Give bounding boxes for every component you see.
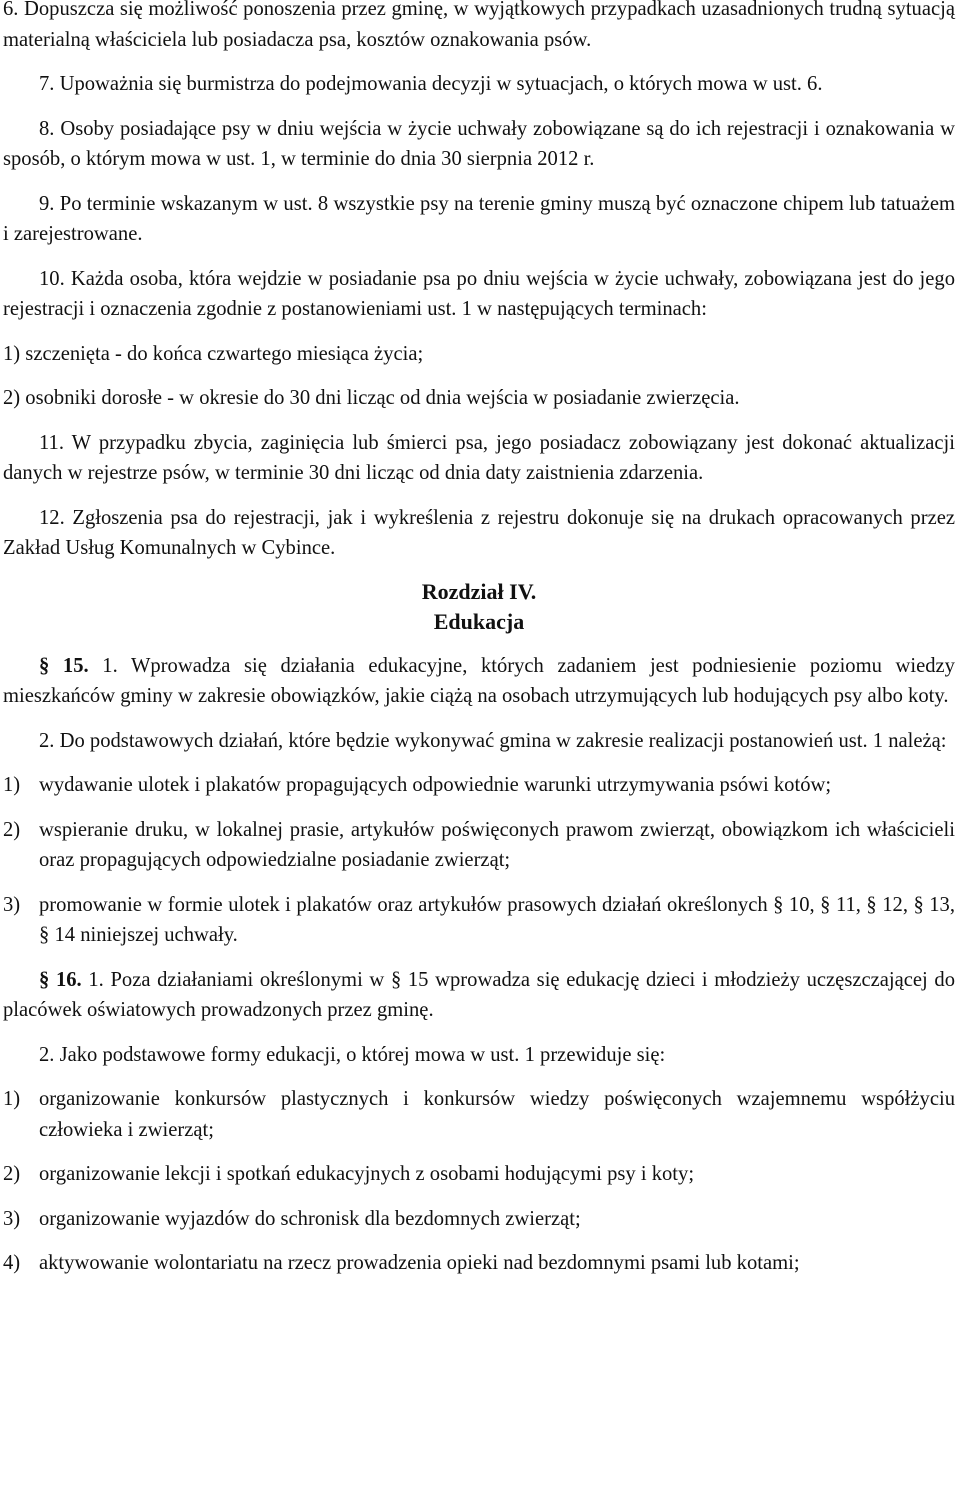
section-16-paragraph-1 <box>3 965 955 1026</box>
list-text: aktywowanie wolontariatu na rzecz prowadzenia opieki nad bezdomnymi psami lub kotami; <box>39 1252 800 1274</box>
paragraph-6: 6. Dopuszcza się możliwość ponoszenia przez gminę, w wyjątkowych przypadkach uzasadnionych trudną sytuacją materialną właściciela lub posiadacza psa, kosztów oznakowania psów. <box>3 0 955 51</box>
list-text: wydawanie ulotek i plakatów propagujących odpowiednie warunki utrzymywania psówi kotów; <box>39 774 832 796</box>
list-number: 3) <box>3 893 21 916</box>
list-number: 2) <box>3 1163 21 1185</box>
list-item <box>3 1159 955 1190</box>
list-item: 2) osobniki dorosłe - w okresie do 30 dni licząc od dnia wejścia w posiadanie zwierzęcia. <box>3 387 740 409</box>
list-number: 1) <box>3 774 21 796</box>
section-16-label <box>39 969 82 991</box>
paragraph-12: 12. Zgłoszenia psa do rejestracji, jak i wykreślenia z rejestru dokonuje się na drukach opracowanych przez Zakład Usług Komunalnych w Cybince. <box>3 506 955 559</box>
section-15-label <box>39 655 89 677</box>
list-item <box>3 1204 955 1235</box>
chapter-number: Rozdział IV. <box>421 578 537 604</box>
list-number: 4) <box>3 1252 21 1274</box>
list-text: organizowanie lekcji i spotkań edukacyjnych z osobami hodującymi psy i koty; <box>39 1163 695 1185</box>
list-item <box>3 1248 955 1279</box>
section-16-paragraph-2: 2. Jako podstawowe formy edukacji, o której mowa w ust. 1 przewiduje się: <box>39 1043 666 1066</box>
list-number: 3) <box>3 1207 21 1230</box>
section-symbol: § <box>39 968 50 991</box>
section-number: 16. <box>55 968 82 991</box>
paragraph-9: 9. Po terminie wskazanym w ust. 8 wszystkie psy na terenie gminy muszą być oznaczone chipem lub tatuażem i zarejestrowane. <box>3 192 955 245</box>
paragraph-11: 11. W przypadku zbycia, zaginięcia lub śmierci psa, jego posiadacz zobowiązany jest dokonać aktualizacji danych w rejestrze psów, w terminie 30 dni licząc od dnia daty zaistnienia zdarzenia. <box>3 431 955 484</box>
section-15-text-1: 1. Wprowadza się działania edukacyjne, których zadaniem jest podniesienie poziomu wiedzy mieszkańców gminy w zakresie obowiązków, jakie ciążą na osobach utrzymujących lub hodujących psy albo koty. <box>3 654 955 707</box>
chapter-title: Edukacja <box>433 608 525 634</box>
list-text: organizowanie wyjazdów do schronisk dla bezdomnych zwierząt; <box>39 1207 581 1230</box>
list-number: 2) <box>3 818 21 841</box>
paragraph-8: 8. Osoby posiadające psy w dniu wejścia w życie uchwały zobowiązane są do ich rejestracji i oznakowania w sposób, o którym mowa w ust. 1, w terminie do dnia 30 sierpnia 2012 r. <box>3 117 955 170</box>
list-text: promowanie w formie ulotek i plakatów oraz artykułów prasowych działań określonych § 10, § 11, § 12, § 13, § 14 niniejszej uchwały. <box>39 893 955 946</box>
list-item <box>3 815 955 876</box>
section-15-paragraph-2: 2. Do podstawowych działań, które będzie wykonywać gmina w zakresie realizacji postanowień ust. 1 należą: <box>39 729 947 752</box>
list-text: organizowanie konkursów plastycznych i konkursów wiedzy poświęconych wzajemnemu współżyciu człowieka i zwierząt; <box>39 1088 955 1141</box>
paragraph-7: 7. Upoważnia się burmistrza do podejmowania decyzji w sytuacjach, o których mowa w ust. 6. <box>39 73 823 95</box>
list-item <box>3 1084 955 1145</box>
section-16-text-1: 1. Poza działaniami określonymi w § 15 wprowadza się edukację dzieci i młodzieży uczęszczającej do placówek oświatowych prowadzonych przez gminę. <box>3 968 956 1021</box>
list-number: 1) <box>3 1088 21 1110</box>
list-item: 1) szczenięta - do końca czwartego miesiąca życia; <box>3 342 424 365</box>
section-number: 15. <box>62 654 89 677</box>
document-body <box>3 0 955 1279</box>
section-symbol: § <box>39 654 50 677</box>
section-15-paragraph-1 <box>3 651 955 712</box>
list-item <box>3 890 955 951</box>
list-text: wspieranie druku, w lokalnej prasie, artykułów poświęconych prawom zwierząt, obowiązkom ich właścicieli oraz propagujących odpowiedzialne posiadanie zwierząt; <box>39 818 955 871</box>
paragraph-10: 10. Każda osoba, która wejdzie w posiadanie psa po dniu wejścia w życie uchwały, zobowiązana jest do jego rejestracji i oznaczenia zgodnie z postanowieniami ust. 1 w następujących terminach: <box>3 267 955 320</box>
list-item <box>3 770 955 801</box>
